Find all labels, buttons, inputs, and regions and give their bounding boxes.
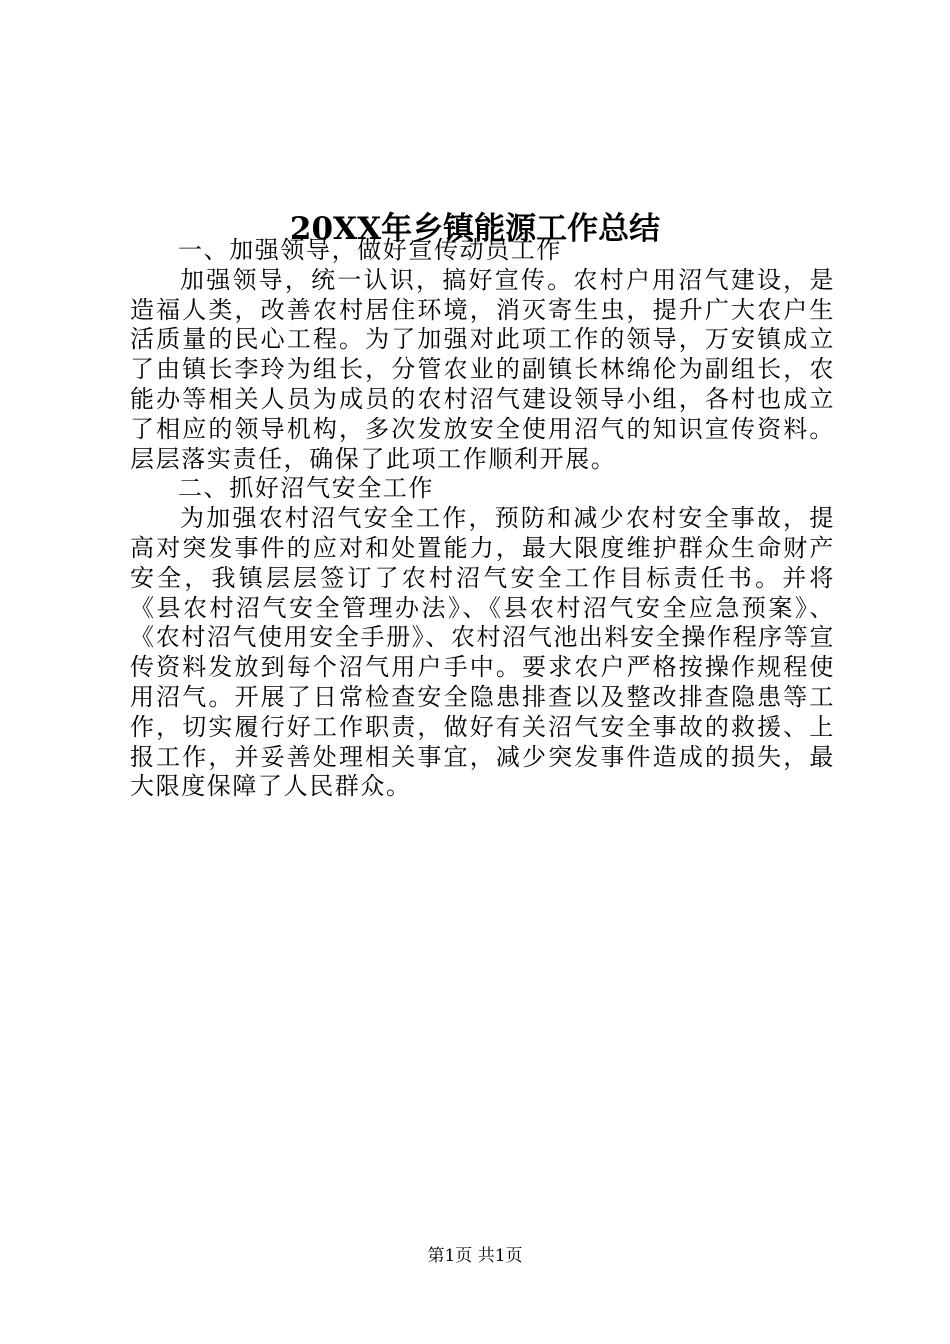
- section-paragraph-2: 为加强农村沼气安全工作，预防和减少农村安全事故，提高对突发事件的应对和处置能力，最大限度维护群众生命财产安全，我镇层层签订了农村沼气安全工作目标责任书。并将《县农村沼气安全管理办法》、《县农村沼气安全应急预案》、《农村沼气使用安全手册》、农村沼气池出料安全操作程序等宣传资料发放到每个沼气用户手中。要求农户严格按操作规程使用沼气。开展了日常检查安全隐患排查以及整改排查隐患等工作，切实履行好工作职责，做好有关沼气安全事故的救援、上报工作，并妥善处理相关事宜，减少突发事件造成的损失，最大限度保障了人民群众。: [130, 504, 835, 801]
- section-paragraph-1: 加强领导，统一认识，搞好宣传。农村户用沼气建设，是造福人类，改善农村居住环境，消灭寄生虫，提升广大农户生活质量的民心工程。为了加强对此项工作的领导，万安镇成立了由镇长李玲为组长，分管农业的副镇长林绵伦为副组长，农能办等相关人员为成员的农村沼气建设领导小组，各村也成立了相应的领导机构，多次发放安全使用沼气的知识宣传资料。层层落实责任，确保了此项工作顺利开展。: [130, 265, 835, 473]
- section-heading-1: 一、加强领导，做好宣传动员工作: [178, 236, 562, 264]
- document-body: [130, 236, 835, 802]
- document-title: 20XX年乡镇能源工作总结: [289, 210, 661, 247]
- section-heading-2: 二、抓好沼气安全工作: [178, 474, 434, 503]
- page-footer: 第1页 共1页: [427, 1246, 523, 1266]
